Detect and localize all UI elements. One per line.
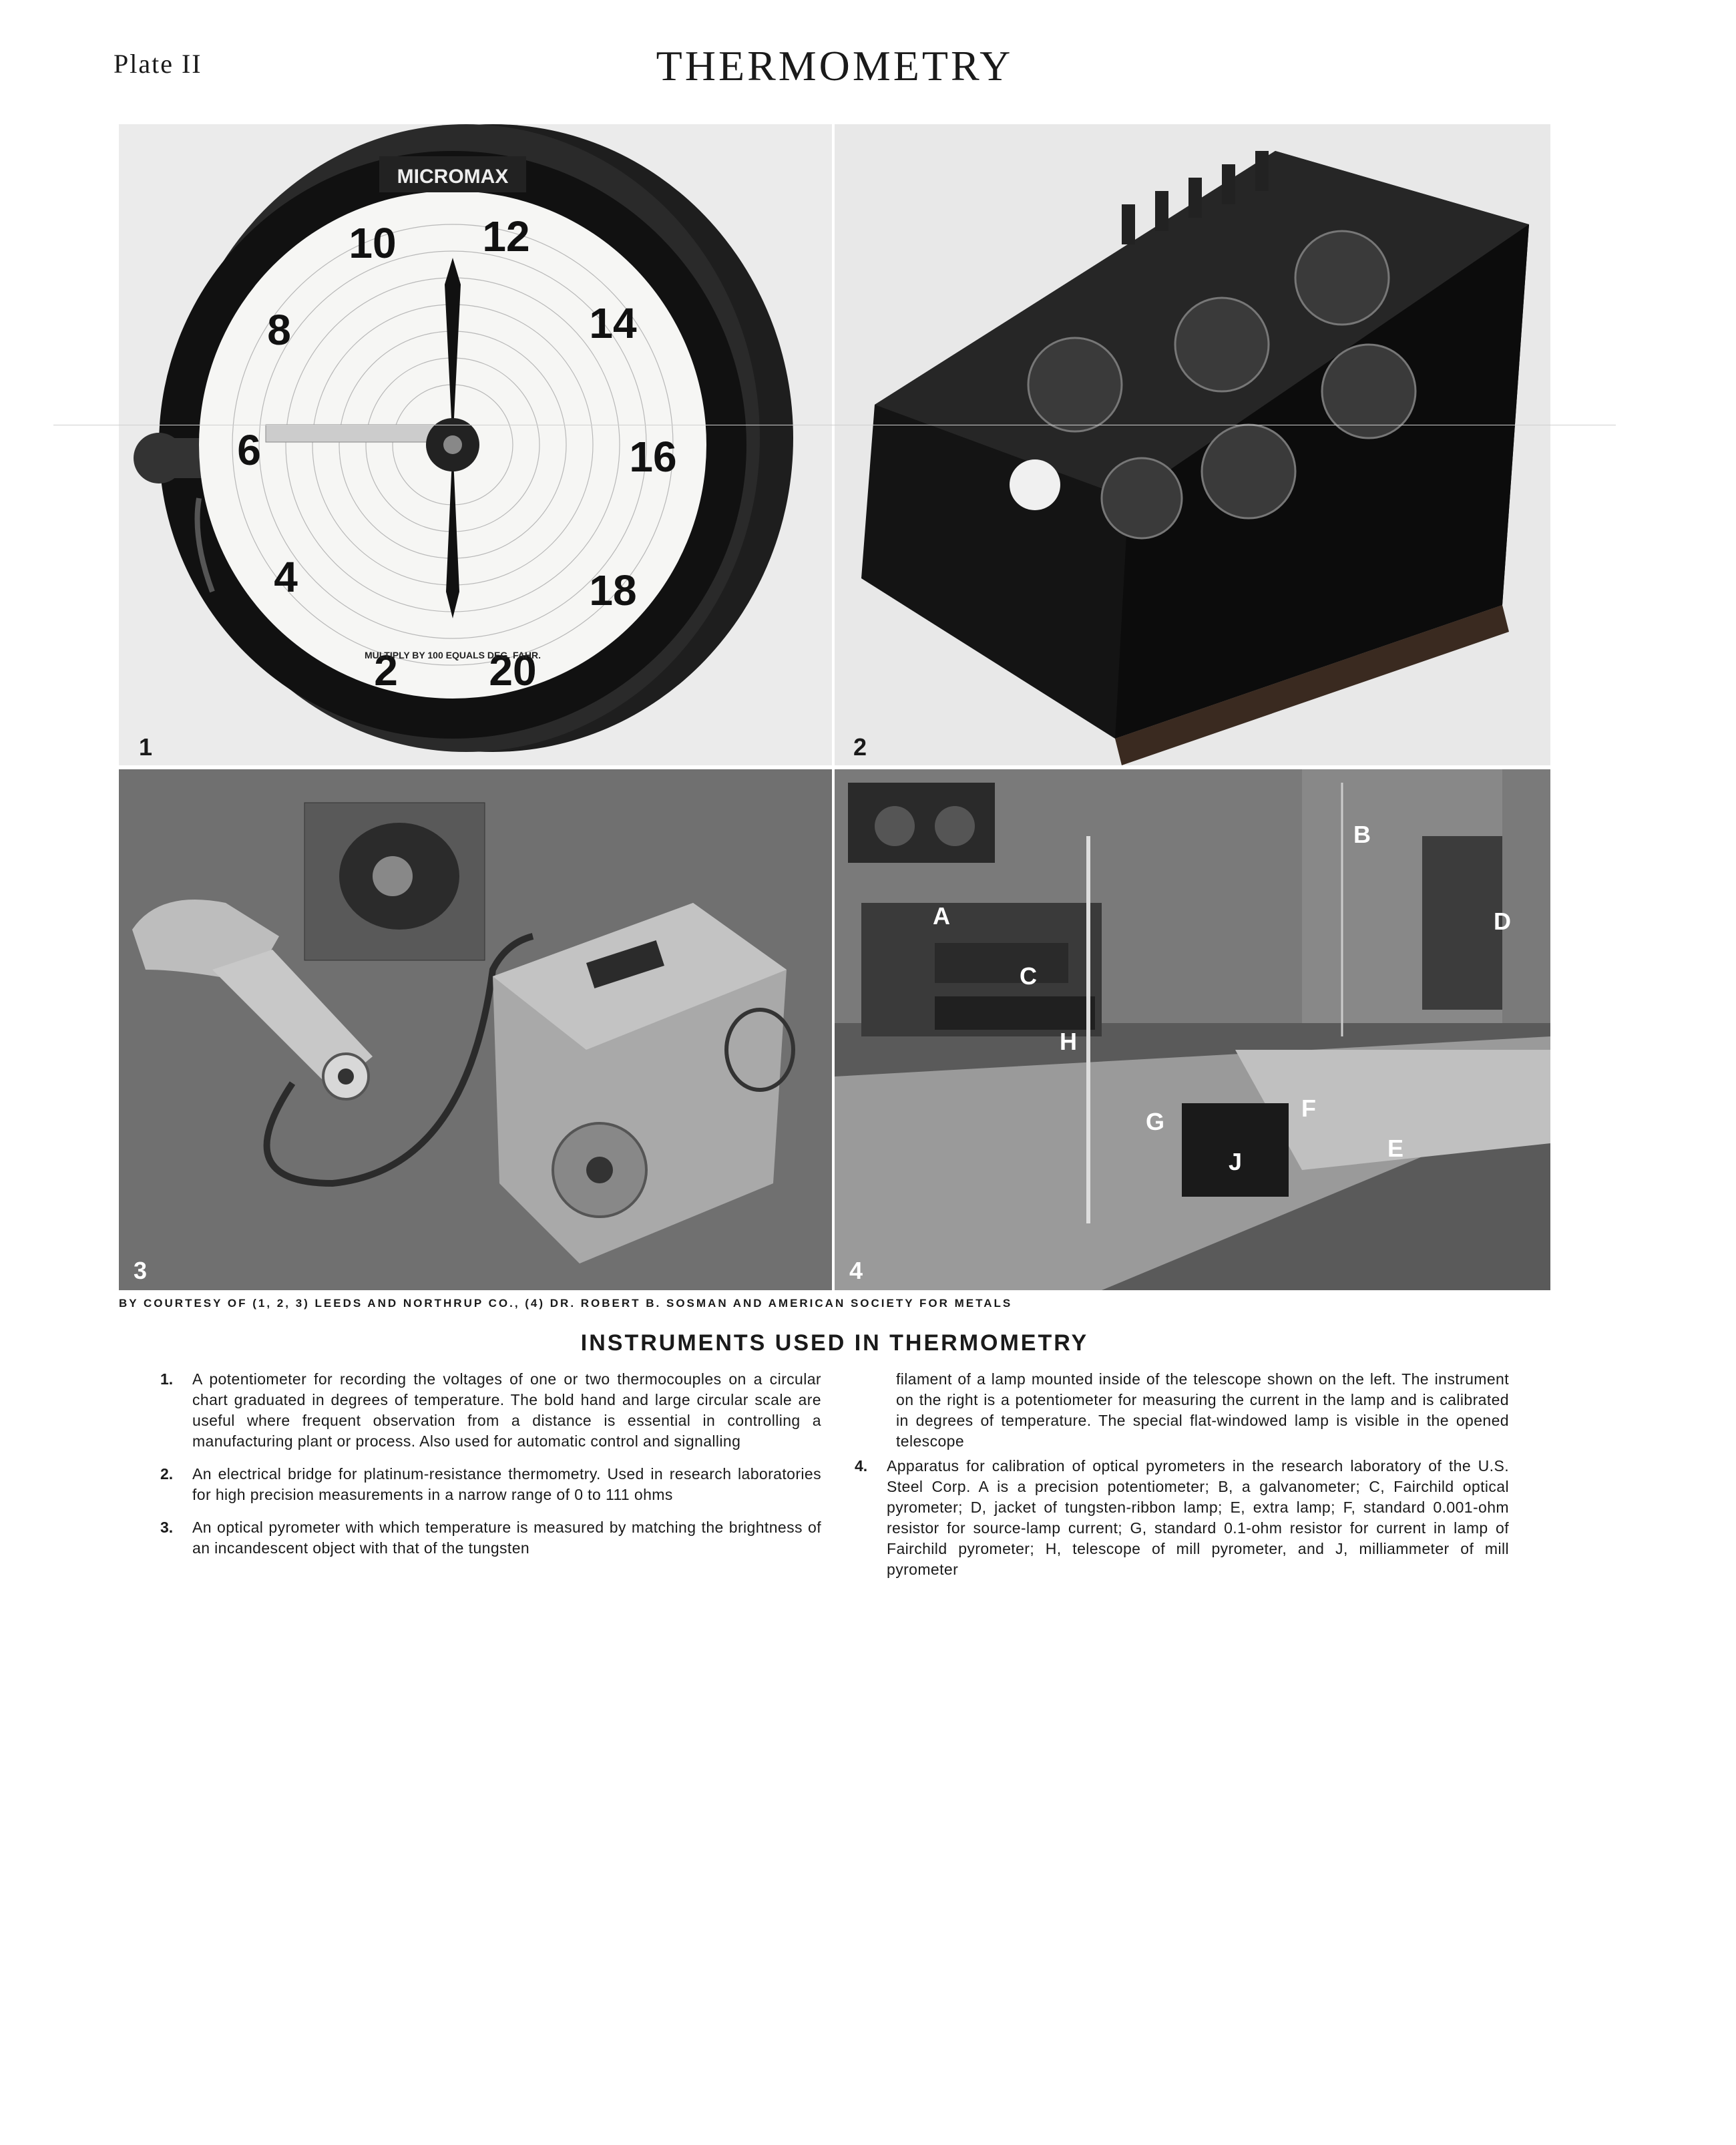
page-title: THERMOMETRY	[656, 42, 1014, 89]
dial-number-6: 6	[237, 426, 261, 474]
dial-number-20: 20	[489, 646, 537, 695]
caption-heading: INSTRUMENTS USED IN THERMOMETRY	[580, 1330, 1089, 1356]
caption-3-number: 3.	[160, 1519, 174, 1536]
dial-number-4: 4	[274, 553, 298, 601]
photo-number-2: 2	[853, 733, 867, 761]
caption-2-number: 2.	[160, 1465, 174, 1483]
brand-label: MICROMAX	[397, 166, 509, 188]
caption-1-text: A potentiometer for recording the voltages of one or two thermocouples on a circular chart graduated in degrees of temperature. The bold hand and large circular scale are useful where frequent observation from a distance is essential in controlling a manufacturing plant or process. Also used for automatic control and signalling	[192, 1370, 821, 1450]
label-e: E	[1387, 1135, 1404, 1162]
photo-credit: BY COURTESY OF (1, 2, 3) LEEDS AND NORTHRUP CO., (4) DR. ROBERT B. SOSMAN AND AMERICAN SOCIETY FOR METALS	[119, 1297, 1013, 1310]
label-b: B	[1353, 821, 1371, 848]
label-a: A	[933, 902, 950, 930]
photo-1-micromax-recorder	[119, 124, 832, 765]
label-j: J	[1228, 1148, 1243, 1175]
label-f: F	[1301, 1095, 1316, 1122]
photo-number-4: 4	[849, 1257, 863, 1284]
photo-3-optical-pyrometer	[119, 769, 832, 1290]
caption-1-number: 1.	[160, 1370, 174, 1388]
photo-number-3: 3	[134, 1257, 148, 1284]
dial-number-14: 14	[589, 299, 637, 347]
caption-3-continued: filament of a lamp mounted inside of the telescope shown on the left. The instrument on the right is a potentiometer for measuring the current in the lamp and is calibrated in degrees of temperature. The special flat-windowed lamp is visible in the opened telescope	[896, 1370, 1509, 1450]
caption-4-text: Apparatus for calibration of optical pyrometers in the research laboratory of the U.S. Steel Corp. A is a precision potentiometer; B, a galvanometer; C, Fairchild optical pyrometer; D, jacket of tungsten-ribbon lamp; E, extra lamp; F, standard 0.001-ohm resistor for source-lamp current; G, standard 0.1-ohm resistor for current in lamp of Fairchild pyrometer; H, telescope of mill pyrometer, and J, milliammeter of mill pyrometer	[887, 1457, 1509, 1578]
caption-4	[855, 1456, 1509, 1580]
dial-number-12: 12	[482, 212, 530, 260]
label-h: H	[1060, 1028, 1077, 1055]
captions-left-column	[160, 1369, 821, 1571]
caption-3-text: An optical pyrometer with which temperature is measured by matching the brightness of an incandescent object with that of the tungsten	[192, 1519, 821, 1557]
photo-2-electrical-bridge	[835, 124, 1550, 765]
photo-4-calibration-apparatus	[835, 769, 1550, 1290]
label-d: D	[1494, 908, 1511, 935]
label-g: G	[1145, 1108, 1165, 1135]
caption-2-text: An electrical bridge for platinum-resistance thermometry. Used in research laboratories for high precision measurements in a narrow range of 0 to 111 ohms	[192, 1465, 821, 1503]
photo-number-1: 1	[139, 733, 153, 761]
dial-number-18: 18	[589, 566, 637, 614]
dial-number-16: 16	[629, 433, 677, 481]
label-c: C	[1020, 962, 1037, 990]
caption-1	[160, 1369, 821, 1452]
dial-number-2: 2	[374, 646, 398, 695]
dial-legend: MULTIPLY BY 100 EQUALS DEG. FAHR.	[365, 650, 541, 660]
caption-2	[160, 1464, 821, 1505]
plate-number: Plate II	[114, 49, 202, 79]
caption-4-number: 4.	[855, 1457, 868, 1475]
caption-3	[160, 1517, 821, 1559]
captions-right-column	[855, 1369, 1509, 1592]
dial-number-10: 10	[349, 219, 397, 267]
dial-number-8: 8	[267, 306, 291, 354]
